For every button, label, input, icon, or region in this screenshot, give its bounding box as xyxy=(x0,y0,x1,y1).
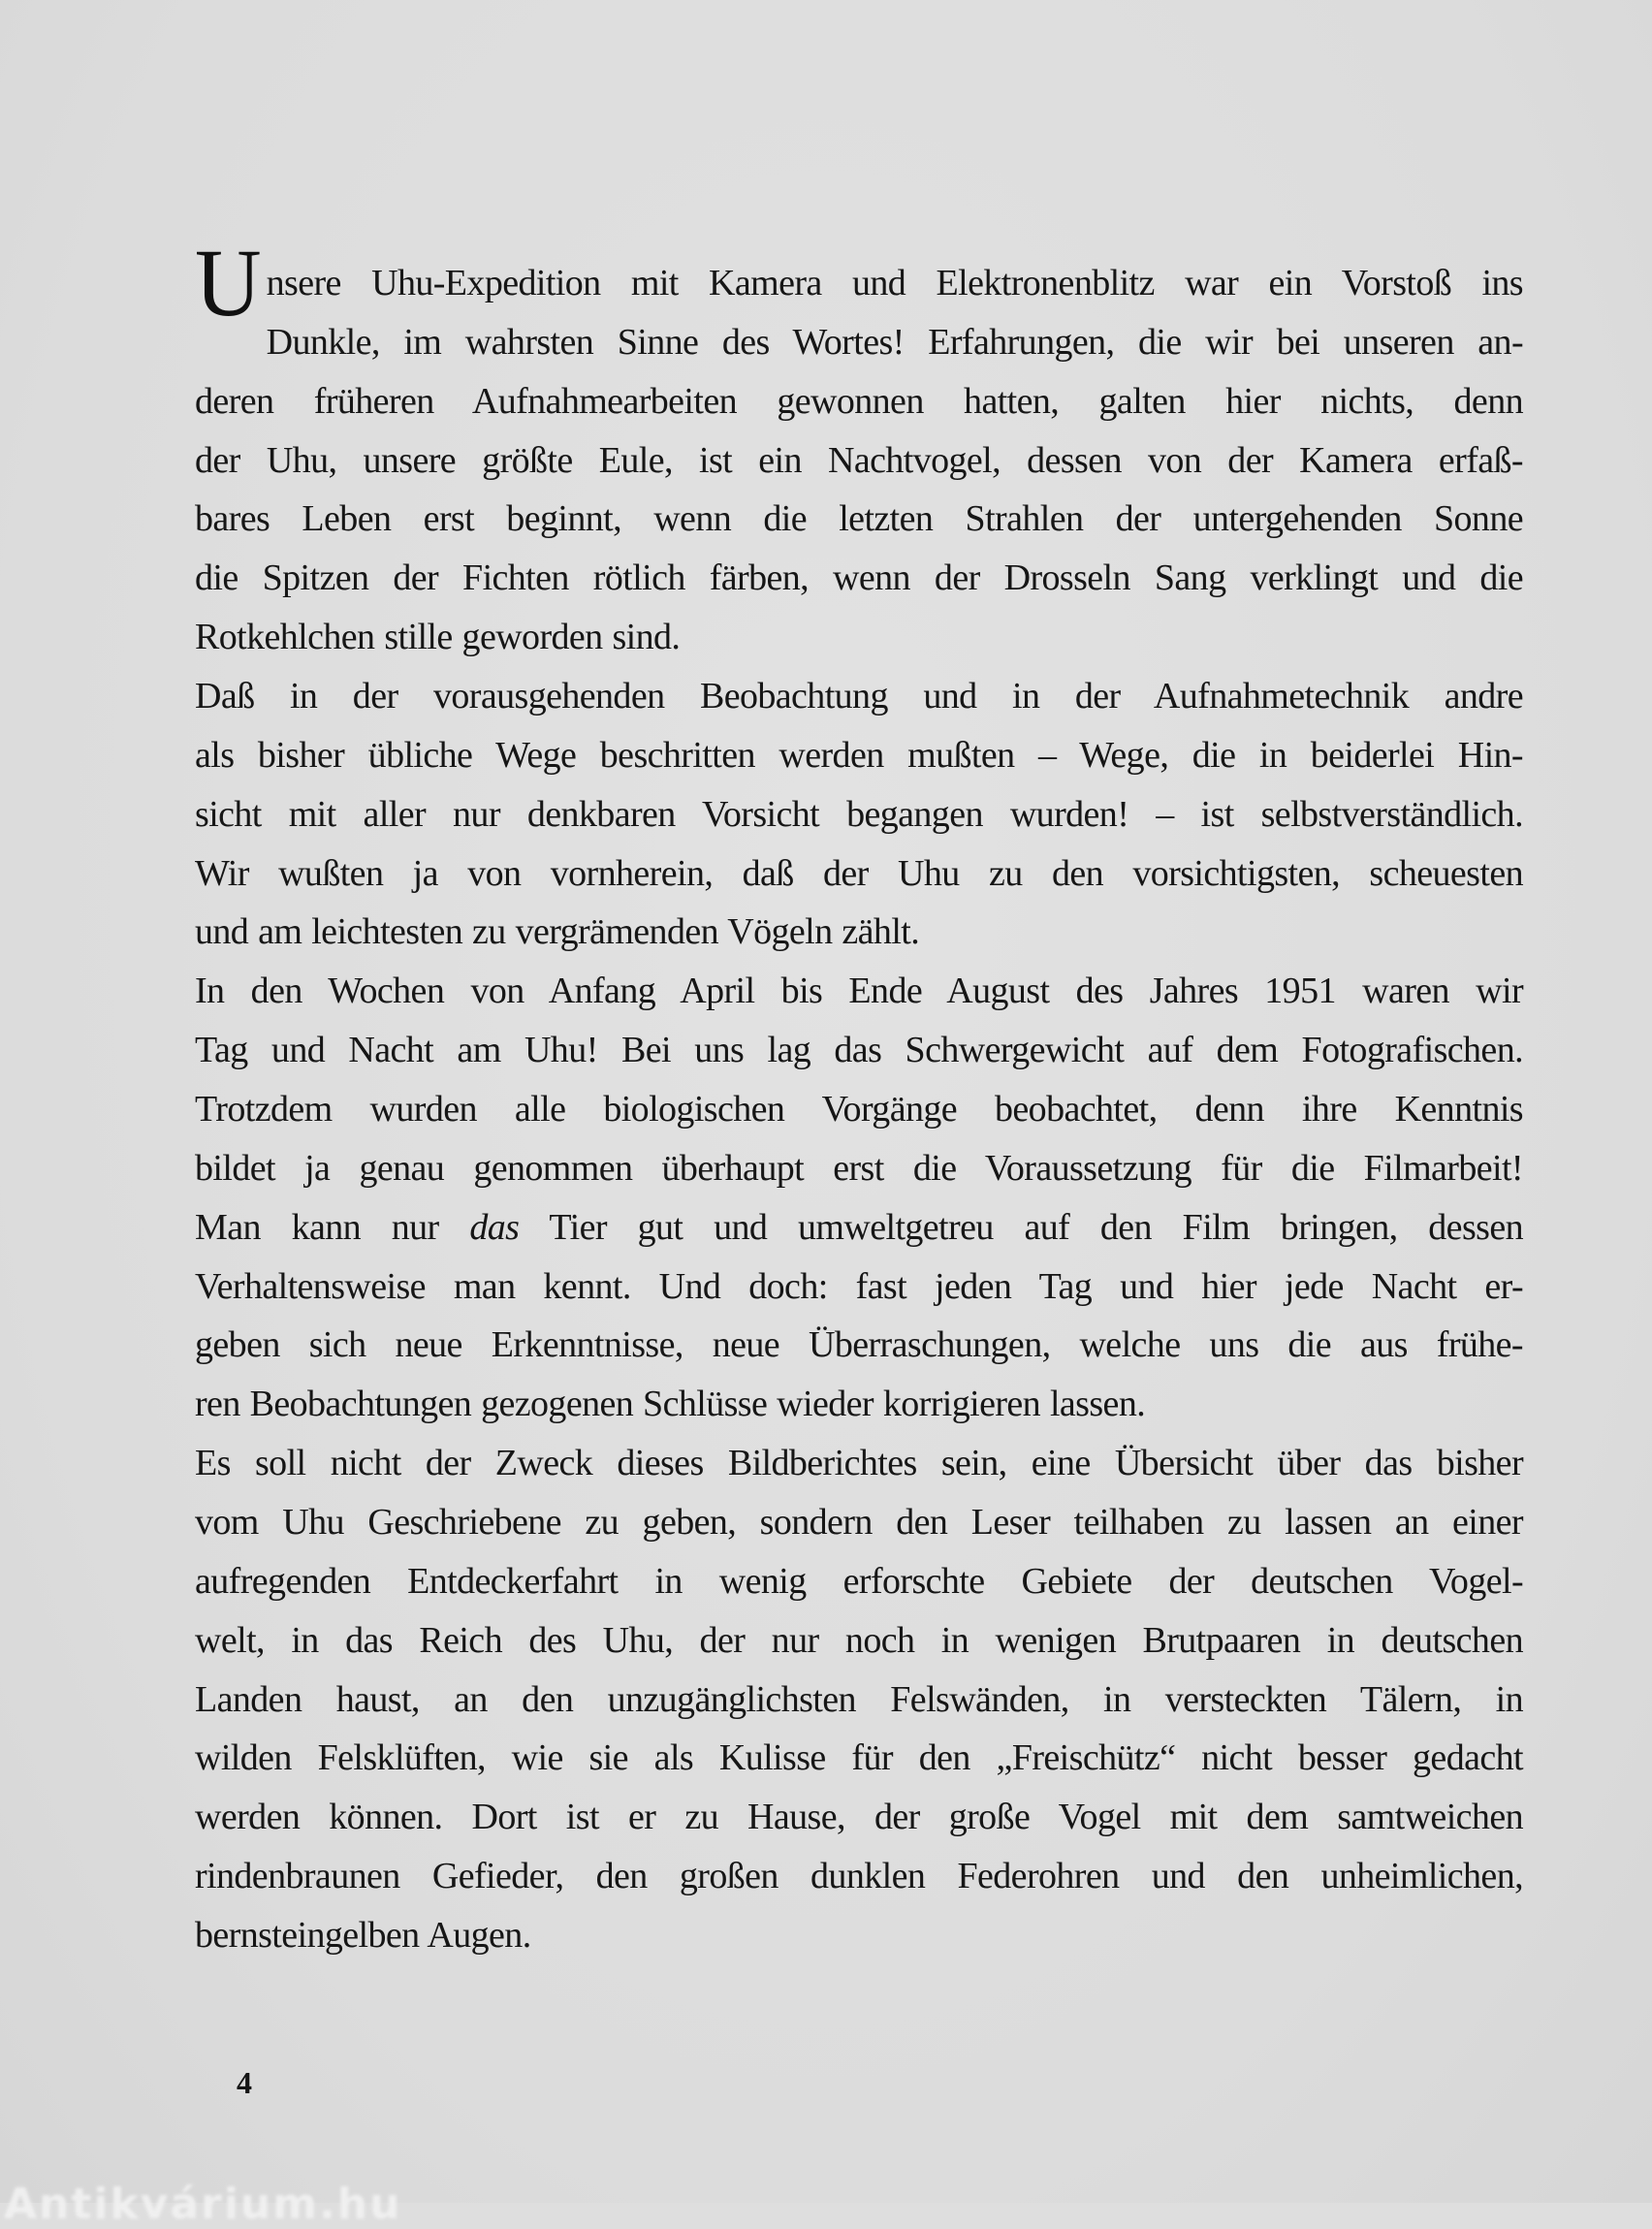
text-line: und am leichtesten zu vergrämenden Vögeln zählt. xyxy=(195,911,920,953)
text-line: der Uhu, unsere größte Eule, ist ein Nachtvogel, dessen von der Kamera erfaß- xyxy=(195,439,1523,481)
text-line: werden können. Dort ist er zu Hause, der große Vogel mit dem samtweichen xyxy=(195,1797,1523,1838)
text-line: Wir wußten ja von vornherein, daß der Uhu zu den vorsichtigsten, scheuesten xyxy=(195,852,1523,894)
text-line: die Spitzen der Fichten rötlich färben, wenn der Drosseln Sang verklingt und die xyxy=(195,557,1523,599)
text-line: bares Leben erst beginnt, wenn die letzten Strahlen der untergehenden Sonne xyxy=(195,498,1523,540)
watermark: Antikvárium.hu xyxy=(4,2180,402,2229)
text-line: sicht mit aller nur denkbaren Vorsicht begangen wurden! – ist selbstverständlich. xyxy=(195,793,1523,835)
text-line: Es soll nicht der Zweck dieses Bildberichtes sein, eine Übersicht über das bisher xyxy=(195,1443,1523,1484)
text-line: bildet ja genau genommen überhaupt erst die Voraussetzung für die Filmarbeit! xyxy=(195,1147,1523,1189)
text-line-content: nsere Uhu-Expedition mit Kamera und Elektronenblitz war ein Vorstoß ins xyxy=(266,263,1523,303)
text-line: In den Wochen von Anfang April bis Ende August des Jahres 1951 waren wir xyxy=(195,971,1523,1012)
text-line xyxy=(195,1198,1523,1258)
paragraph-1 xyxy=(195,229,1523,667)
text-line: Trotzdem wurden alle biologischen Vorgänge beobachtet, denn ihre Kenntnis xyxy=(195,1089,1523,1130)
paragraph-4 xyxy=(195,1434,1523,1965)
text-line: aufregenden Entdeckerfahrt in wenig erforschte Gebiete der deutschen Vogel- xyxy=(195,1560,1523,1602)
text-line: Daß in der vorausgehenden Beobachtung und in der Aufnahmetechnik andre xyxy=(195,676,1523,717)
text-line xyxy=(195,229,1523,336)
text-line: Verhaltensweise man kennt. Und doch: fast jeden Tag und hier jede Nacht er- xyxy=(195,1265,1523,1307)
page-number: 4 xyxy=(237,2065,252,2100)
text-line: wilden Felsklüften, wie sie als Kulisse für den „Freischütz“ nicht besser gedacht xyxy=(195,1737,1523,1779)
text-line: Rotkehlchen stille geworden sind. xyxy=(195,617,681,658)
text-segment: Tier gut und umweltgetreu auf den Film bringen, dessen xyxy=(519,1206,1523,1248)
text-line: welt, in das Reich des Uhu, der nur noch in wenigen Brutpaaren in deutschen xyxy=(195,1619,1523,1661)
paragraph-3 xyxy=(195,962,1523,1434)
text-line: Dunkle, im wahrsten Sinne des Wortes! Erfahrungen, die wir bei unseren an- xyxy=(266,321,1523,363)
paragraph-2 xyxy=(195,667,1523,962)
text-line: ren Beobachtungen gezogenen Schlüsse wieder korrigieren lassen. xyxy=(195,1384,1146,1425)
text-segment: Man kann nur xyxy=(195,1206,470,1248)
text-line: deren früheren Aufnahmearbeiten gewonnen hatten, galten hier nichts, denn xyxy=(195,380,1523,422)
body-text xyxy=(195,229,1523,1965)
text-line: als bisher übliche Wege beschritten werden mußten – Wege, die in beiderlei Hin- xyxy=(195,734,1523,776)
text-line: geben sich neue Erkenntnisse, neue Überraschungen, welche uns die aus frühe- xyxy=(195,1324,1523,1366)
drop-cap: U xyxy=(195,229,262,336)
emphasized-word: das xyxy=(469,1206,520,1248)
text-line: Tag und Nacht am Uhu! Bei uns lag das Schwergewicht auf dem Fotografischen. xyxy=(195,1030,1523,1071)
text-line: rindenbraunen Gefieder, den großen dunklen Federohren und den unheimlichen, xyxy=(195,1856,1523,1897)
text-line: vom Uhu Geschriebene zu geben, sondern den Leser teilhaben zu lassen an einer xyxy=(195,1502,1523,1544)
text-line: Landen haust, an den unzugänglichsten Felswänden, in versteckten Tälern, in xyxy=(195,1678,1523,1720)
text-line: bernsteingelben Augen. xyxy=(195,1915,531,1957)
